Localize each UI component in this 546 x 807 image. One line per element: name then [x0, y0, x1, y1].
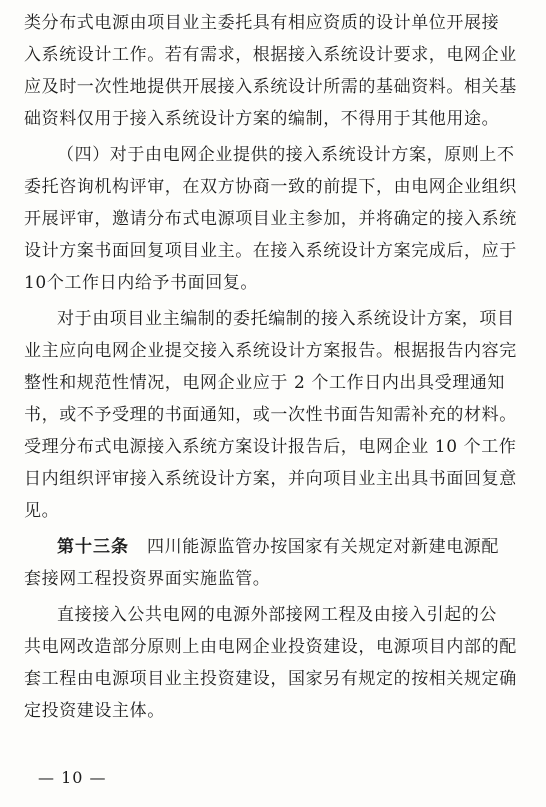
text-line: 设计方案书面回复项目业主。在接入系统设计方案完成后，应于	[24, 241, 517, 261]
article-heading: 第十三条	[57, 537, 129, 557]
text-line: 类分布式电源由项目业主委托具有相应资质的设计单位开展接	[24, 13, 500, 33]
text-line: 开展评审，邀请分布式电源项目业主参加，并将确定的接入系统	[24, 209, 517, 229]
text-line: 10个工作日内给予书面回复。	[24, 273, 259, 293]
paragraph-first-line: 直接接入公共电网的电源外部接网工程及由接入引起的公	[57, 605, 497, 625]
article-text: 四川能源监管办按国家有关规定对新建电源配	[147, 537, 499, 557]
text-line: 委托咨询机构评审，在双方协商一致的前提下，由电网企业组织	[24, 177, 517, 197]
text-line: 套工程由电源项目业主投资建设，国家另有规定的按相关规定确	[24, 669, 517, 689]
article-13-first-line	[57, 532, 524, 562]
text-line: 见。	[24, 501, 60, 521]
text-line: 套接网工程投资界面实施监管。	[24, 569, 271, 589]
text-line: 业主应向电网企业提交接入系统设计方案报告。根据报告内容完	[24, 341, 517, 361]
text-line: 入系统设计工作。若有需求，根据接入系统设计要求，电网企业	[24, 45, 517, 65]
page-number: — 10 —	[38, 768, 107, 787]
text-line: 应及时一次性地提供开展接入系统设计所需的基础资料。相关基	[24, 77, 517, 97]
text-line: 日内组织评审接入系统设计方案，并向项目业主出具书面回复意	[24, 469, 517, 489]
text-line: 共电网改造部分原则上由电网企业投资建设，电源项目内部的配	[24, 637, 517, 657]
paragraph-first-line: 对于由项目业主编制的委托编制的接入系统设计方案，项目	[57, 309, 515, 329]
text-line: 受理分布式电源接入系统方案设计报告后，电网企业 10 个工作	[24, 437, 517, 457]
text-line: 整性和规范性情况，电网企业应于 2 个工作日内出具受理通知	[24, 373, 506, 393]
text-line: 础资料仅用于接入系统设计方案的编制，不得用于其他用途。	[24, 109, 500, 129]
paragraph-first-line: （四）对于由电网企业提供的接入系统设计方案，原则上不	[57, 145, 515, 165]
text-line: 书，或不予受理的书面通知，或一次性书面告知需补充的材料。	[24, 405, 517, 425]
text-line: 定投资建设主体。	[24, 701, 165, 721]
